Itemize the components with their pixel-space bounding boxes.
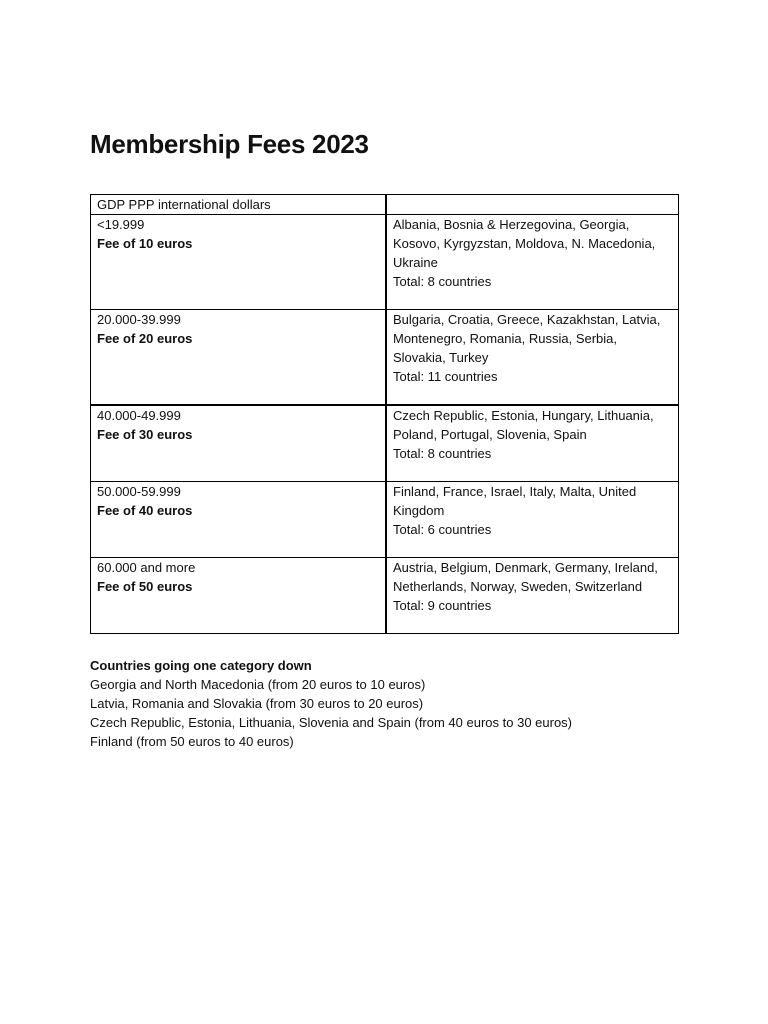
fee-category-cell	[91, 558, 387, 634]
country-list-line: Poland, Portugal, Slovenia, Spain	[393, 427, 587, 442]
header-cell-countries	[386, 195, 679, 215]
table-row	[91, 558, 679, 634]
table-row	[91, 310, 679, 406]
country-list-line: Kosovo, Kyrgyzstan, Moldova, N. Macedonia,	[393, 236, 656, 251]
table-row	[91, 405, 679, 482]
membership-fee-table	[90, 194, 679, 634]
table-row	[91, 482, 679, 558]
category-change-notes	[90, 656, 690, 751]
gdp-range: <19.999	[97, 217, 145, 232]
country-list-line: Ukraine	[393, 255, 438, 270]
table-row	[91, 215, 679, 310]
notes-item: Georgia and North Macedonia (from 20 euros to 10 euros)	[90, 677, 426, 692]
notes-heading: Countries going one category down	[90, 658, 312, 673]
country-list-line: Bulgaria, Croatia, Greece, Kazakhstan, Latvia,	[393, 312, 661, 327]
country-total: Total: 6 countries	[393, 522, 492, 537]
gdp-range: 50.000-59.999	[97, 484, 181, 499]
country-total: Total: 11 countries	[393, 369, 498, 384]
countries-cell	[386, 405, 679, 482]
country-total: Total: 9 countries	[393, 598, 492, 613]
country-list-line: Albania, Bosnia & Herzegovina, Georgia,	[393, 217, 630, 232]
country-total: Total: 8 countries	[393, 446, 492, 461]
fee-amount: Fee of 40 euros	[97, 503, 193, 518]
notes-item: Finland (from 50 euros to 40 euros)	[90, 734, 294, 749]
countries-cell	[386, 215, 679, 310]
gdp-range: 60.000 and more	[97, 560, 196, 575]
table-header-row	[91, 195, 679, 215]
header-cell-gdp: GDP PPP international dollars	[91, 195, 387, 215]
country-list-line: Netherlands, Norway, Sweden, Switzerland	[393, 579, 643, 594]
countries-cell	[386, 558, 679, 634]
fee-amount: Fee of 50 euros	[97, 579, 193, 594]
country-list-line: Austria, Belgium, Denmark, Germany, Ireland,	[393, 560, 658, 575]
country-total: Total: 8 countries	[393, 274, 492, 289]
fee-category-cell	[91, 215, 387, 310]
fee-category-cell	[91, 310, 387, 406]
fee-category-cell	[91, 405, 387, 482]
page-title: Membership Fees 2023	[90, 129, 369, 159]
fee-amount: Fee of 20 euros	[97, 331, 193, 346]
country-list-line: Czech Republic, Estonia, Hungary, Lithuania,	[393, 408, 654, 423]
fee-amount: Fee of 10 euros	[97, 236, 193, 251]
fee-category-cell	[91, 482, 387, 558]
notes-item: Latvia, Romania and Slovakia (from 30 euros to 20 euros)	[90, 696, 424, 711]
countries-cell	[386, 310, 679, 406]
notes-item: Czech Republic, Estonia, Lithuania, Slovenia and Spain (from 40 euros to 30 euros)	[90, 715, 573, 730]
fee-amount: Fee of 30 euros	[97, 427, 193, 442]
countries-cell	[386, 482, 679, 558]
country-list-line: Kingdom	[393, 503, 445, 518]
country-list-line: Slovakia, Turkey	[393, 350, 489, 365]
gdp-range: 20.000-39.999	[97, 312, 181, 327]
country-list-line: Finland, France, Israel, Italy, Malta, United	[393, 484, 637, 499]
gdp-range: 40.000-49.999	[97, 408, 181, 423]
country-list-line: Montenegro, Romania, Russia, Serbia,	[393, 331, 618, 346]
